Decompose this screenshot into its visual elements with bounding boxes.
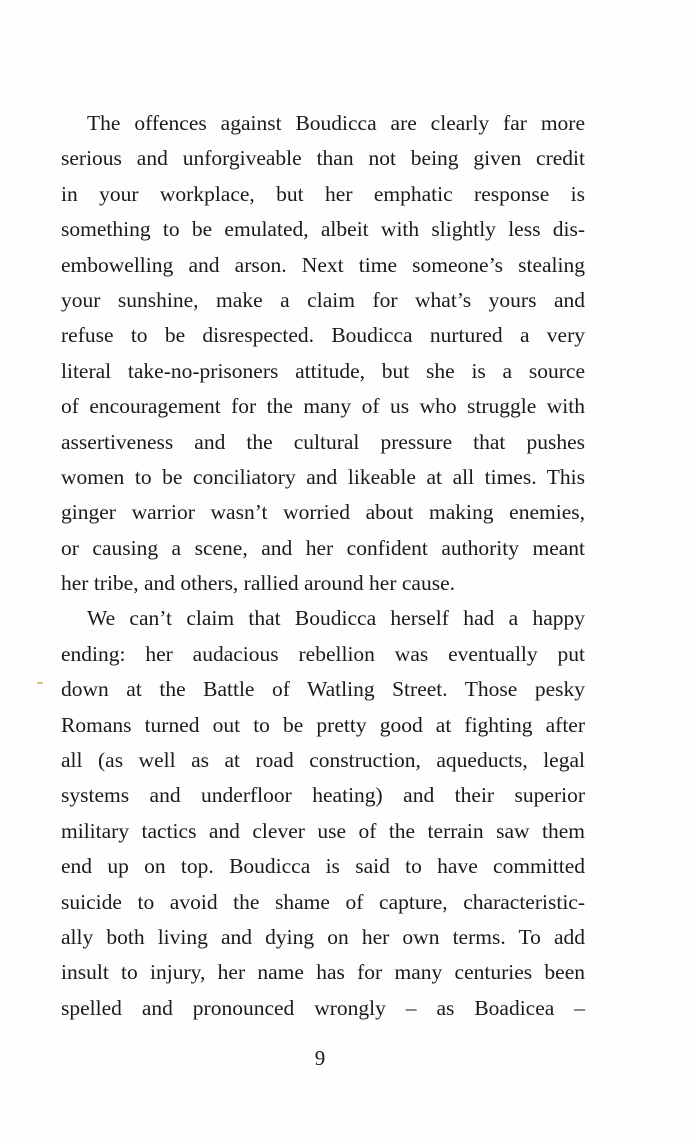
- text-line: suicide to avoid the shame of capture, characteristic-: [61, 889, 585, 914]
- text-line: down at the Battle of Watling Street. Those pesky: [61, 677, 585, 702]
- text-line: something to be emulated, albeit with slightly less dis-: [61, 217, 585, 242]
- text-line: systems and underfloor heating) and their superior: [61, 783, 585, 808]
- text-line: of encouragement for the many of us who struggle with: [61, 394, 585, 419]
- text-line: insult to injury, her name has for many centuries been: [61, 960, 585, 985]
- text-line: your sunshine, make a claim for what’s yours and: [61, 287, 585, 312]
- text-line: The offences against Boudicca are clearly far more: [87, 111, 585, 135]
- text-line: spelled and pronounced wrongly – as Boadicea –: [61, 995, 585, 1020]
- page-number: 9: [314, 1046, 326, 1070]
- text-line: ending: her audacious rebellion was eventually put: [61, 641, 585, 666]
- text-line: in your workplace, but her emphatic response is: [61, 181, 585, 206]
- text-line: embowelling and arson. Next time someone’s stealing: [61, 252, 585, 277]
- text-line: or causing a scene, and her confident authority meant: [61, 535, 585, 560]
- text-line: Romans turned out to be pretty good at fighting after: [61, 712, 585, 737]
- scan-speck: [37, 682, 43, 684]
- text-line: all (as well as at road construction, aqueducts, legal: [61, 748, 585, 773]
- text-line: assertiveness and the cultural pressure that pushes: [61, 429, 585, 454]
- text-line: literal take-no-prisoners attitude, but she is a source: [61, 358, 585, 383]
- body-text: [61, 106, 585, 1026]
- text-line: refuse to be disrespected. Boudicca nurtured a very: [61, 323, 585, 348]
- text-line: serious and unforgiveable than not being given credit: [61, 146, 585, 171]
- text-line: ginger warrior wasn’t worried about making enemies,: [61, 500, 585, 525]
- text-line: women to be conciliatory and likeable at all times. This: [61, 464, 585, 489]
- text-line: military tactics and clever use of the terrain saw them: [61, 818, 585, 843]
- text-line: ally both living and dying on her own terms. To add: [61, 924, 585, 949]
- text-line: We can’t claim that Boudicca herself had a happy: [87, 606, 585, 631]
- text-line: end up on top. Boudicca is said to have committed: [61, 854, 585, 879]
- text-line: her tribe, and others, rallied around her cause.: [61, 571, 456, 596]
